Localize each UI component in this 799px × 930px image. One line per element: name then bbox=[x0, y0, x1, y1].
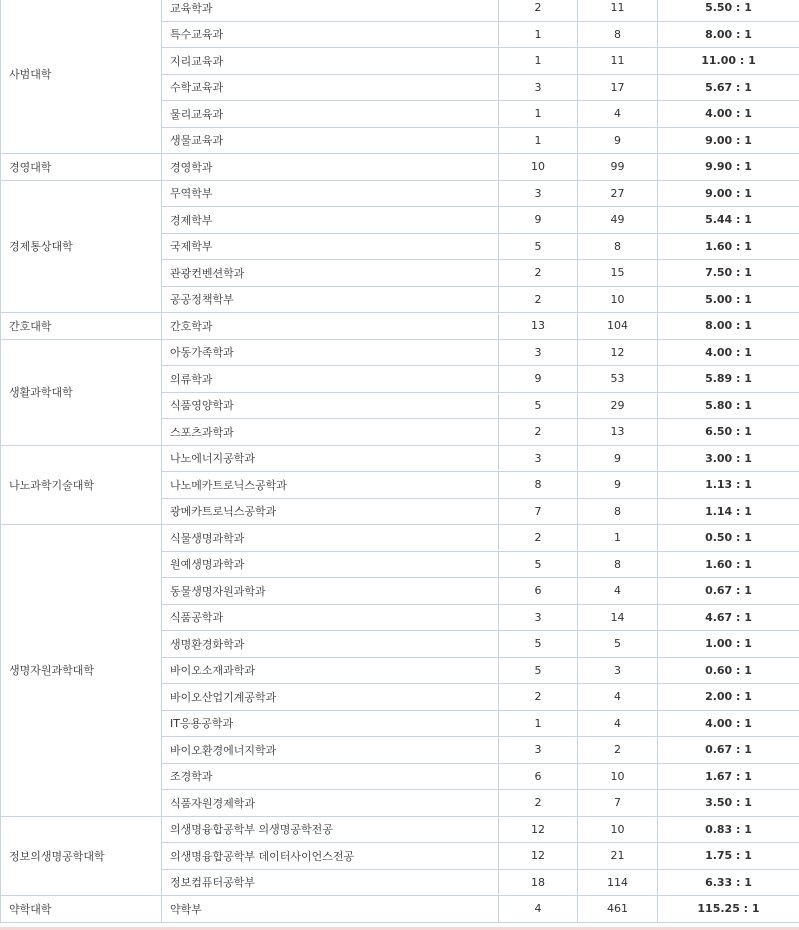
quota-cell: 1 bbox=[499, 21, 578, 48]
table-row bbox=[1, 525, 799, 552]
department-cell: 경제학부 bbox=[162, 207, 499, 234]
department-cell: 공공정책학부 bbox=[162, 286, 499, 313]
applicants-cell: 29 bbox=[578, 392, 658, 419]
quota-cell: 13 bbox=[499, 313, 578, 340]
quota-cell: 2 bbox=[499, 286, 578, 313]
applicants-cell: 3 bbox=[578, 657, 658, 684]
table-row bbox=[1, 180, 799, 207]
rate-cell: 4.00 : 1 bbox=[658, 339, 799, 366]
applicants-cell: 4 bbox=[578, 710, 658, 737]
applicants-cell: 461 bbox=[578, 896, 658, 923]
rate-cell: 6.50 : 1 bbox=[658, 419, 799, 446]
rate-cell: 8.00 : 1 bbox=[658, 21, 799, 48]
quota-cell: 3 bbox=[499, 339, 578, 366]
rate-cell: 1.60 : 1 bbox=[658, 233, 799, 260]
rate-cell: 4.67 : 1 bbox=[658, 604, 799, 631]
applicants-cell: 7 bbox=[578, 790, 658, 817]
table-row bbox=[1, 816, 799, 843]
department-cell: 생명환경화학과 bbox=[162, 631, 499, 658]
applicants-cell: 99 bbox=[578, 154, 658, 181]
department-cell: 특수교육과 bbox=[162, 21, 499, 48]
quota-cell: 10 bbox=[499, 154, 578, 181]
quota-cell: 3 bbox=[499, 737, 578, 764]
applicants-cell: 4 bbox=[578, 578, 658, 605]
rate-cell: 5.67 : 1 bbox=[658, 74, 799, 101]
rate-cell: 4.00 : 1 bbox=[658, 101, 799, 128]
quota-cell: 7 bbox=[499, 498, 578, 525]
rate-cell: 9.90 : 1 bbox=[658, 154, 799, 181]
applicants-cell: 10 bbox=[578, 763, 658, 790]
applicants-cell: 9 bbox=[578, 127, 658, 154]
applicants-cell: 8 bbox=[578, 233, 658, 260]
rate-cell: 11.00 : 1 bbox=[658, 48, 799, 75]
table-body bbox=[1, 0, 799, 922]
rate-cell: 0.60 : 1 bbox=[658, 657, 799, 684]
quota-cell: 9 bbox=[499, 366, 578, 393]
applicants-cell: 8 bbox=[578, 551, 658, 578]
department-cell: 의생명융합공학부 데이터사이언스전공 bbox=[162, 843, 499, 870]
quota-cell: 6 bbox=[499, 763, 578, 790]
rate-cell: 1.14 : 1 bbox=[658, 498, 799, 525]
rate-cell: 7.50 : 1 bbox=[658, 260, 799, 287]
department-cell: 무역학부 bbox=[162, 180, 499, 207]
applicants-cell: 49 bbox=[578, 207, 658, 234]
department-cell: 지리교육과 bbox=[162, 48, 499, 75]
rate-cell: 2.00 : 1 bbox=[658, 684, 799, 711]
college-cell: 나노과학기술대학 bbox=[1, 445, 162, 525]
department-cell: 바이오소재과학과 bbox=[162, 657, 499, 684]
applicants-cell: 53 bbox=[578, 366, 658, 393]
table-row bbox=[1, 0, 799, 21]
quota-cell: 3 bbox=[499, 604, 578, 631]
rate-cell: 9.00 : 1 bbox=[658, 180, 799, 207]
rate-cell: 115.25 : 1 bbox=[658, 896, 799, 923]
applicants-cell: 17 bbox=[578, 74, 658, 101]
college-cell: 생활과학대학 bbox=[1, 339, 162, 445]
department-cell: 나노메카트로닉스공학과 bbox=[162, 472, 499, 499]
rate-cell: 5.44 : 1 bbox=[658, 207, 799, 234]
applicants-cell: 8 bbox=[578, 21, 658, 48]
quota-cell: 5 bbox=[499, 233, 578, 260]
quota-cell: 12 bbox=[499, 816, 578, 843]
applicants-cell: 10 bbox=[578, 816, 658, 843]
rate-cell: 6.33 : 1 bbox=[658, 869, 799, 896]
quota-cell: 5 bbox=[499, 551, 578, 578]
quota-cell: 12 bbox=[499, 843, 578, 870]
rate-cell: 9.00 : 1 bbox=[658, 127, 799, 154]
quota-cell: 2 bbox=[499, 0, 578, 21]
rate-cell: 5.89 : 1 bbox=[658, 366, 799, 393]
department-cell: 수학교육과 bbox=[162, 74, 499, 101]
department-cell: 간호학과 bbox=[162, 313, 499, 340]
applicants-cell: 10 bbox=[578, 286, 658, 313]
department-cell: 식품영양학과 bbox=[162, 392, 499, 419]
quota-cell: 4 bbox=[499, 896, 578, 923]
department-cell: 광메카트로닉스공학과 bbox=[162, 498, 499, 525]
quota-cell: 2 bbox=[499, 790, 578, 817]
quota-cell: 8 bbox=[499, 472, 578, 499]
department-cell: 국제학부 bbox=[162, 233, 499, 260]
applicants-cell: 14 bbox=[578, 604, 658, 631]
department-cell: 의류학과 bbox=[162, 366, 499, 393]
department-cell: 생물교육과 bbox=[162, 127, 499, 154]
quota-cell: 3 bbox=[499, 445, 578, 472]
applicants-cell: 9 bbox=[578, 445, 658, 472]
applicants-cell: 114 bbox=[578, 869, 658, 896]
quota-cell: 3 bbox=[499, 180, 578, 207]
rate-cell: 4.00 : 1 bbox=[658, 710, 799, 737]
rate-cell: 3.50 : 1 bbox=[658, 790, 799, 817]
quota-cell: 1 bbox=[499, 101, 578, 128]
applicants-cell: 9 bbox=[578, 472, 658, 499]
applicants-cell: 15 bbox=[578, 260, 658, 287]
rate-cell: 0.67 : 1 bbox=[658, 737, 799, 764]
college-cell: 간호대학 bbox=[1, 313, 162, 340]
quota-cell: 1 bbox=[499, 710, 578, 737]
rate-cell: 5.50 : 1 bbox=[658, 0, 799, 21]
department-cell: 바이오산업기계공학과 bbox=[162, 684, 499, 711]
table-row bbox=[1, 896, 799, 923]
applicants-cell: 11 bbox=[578, 0, 658, 21]
applicants-cell: 1 bbox=[578, 525, 658, 552]
department-cell: 의생명융합공학부 의생명공학전공 bbox=[162, 816, 499, 843]
department-cell: 경영학과 bbox=[162, 154, 499, 181]
rate-cell: 1.67 : 1 bbox=[658, 763, 799, 790]
department-cell: 물리교육과 bbox=[162, 101, 499, 128]
applicants-cell: 4 bbox=[578, 101, 658, 128]
table-row bbox=[1, 313, 799, 340]
quota-cell: 2 bbox=[499, 419, 578, 446]
applicants-cell: 8 bbox=[578, 498, 658, 525]
quota-cell: 3 bbox=[499, 74, 578, 101]
department-cell: 동물생명자원과학과 bbox=[162, 578, 499, 605]
rate-cell: 1.60 : 1 bbox=[658, 551, 799, 578]
applicants-cell: 104 bbox=[578, 313, 658, 340]
college-cell: 경영대학 bbox=[1, 154, 162, 181]
department-cell: 식품공학과 bbox=[162, 604, 499, 631]
rate-cell: 5.80 : 1 bbox=[658, 392, 799, 419]
college-cell: 경제통상대학 bbox=[1, 180, 162, 313]
rate-cell: 8.00 : 1 bbox=[658, 313, 799, 340]
department-cell: 원예생명과학과 bbox=[162, 551, 499, 578]
department-cell: 스포츠과학과 bbox=[162, 419, 499, 446]
department-cell: 아동가족학과 bbox=[162, 339, 499, 366]
rate-cell: 5.00 : 1 bbox=[658, 286, 799, 313]
college-cell: 생명자원과학대학 bbox=[1, 525, 162, 817]
college-cell: 정보의생명공학대학 bbox=[1, 816, 162, 896]
applicants-cell: 21 bbox=[578, 843, 658, 870]
department-cell: 바이오환경에너지학과 bbox=[162, 737, 499, 764]
applicants-cell: 13 bbox=[578, 419, 658, 446]
quota-cell: 9 bbox=[499, 207, 578, 234]
applicants-cell: 2 bbox=[578, 737, 658, 764]
quota-cell: 1 bbox=[499, 127, 578, 154]
table-row bbox=[1, 154, 799, 181]
department-cell: 나노에너지공학과 bbox=[162, 445, 499, 472]
applicants-cell: 11 bbox=[578, 48, 658, 75]
table-row bbox=[1, 445, 799, 472]
quota-cell: 18 bbox=[499, 869, 578, 896]
quota-cell: 6 bbox=[499, 578, 578, 605]
department-cell: 정보컴퓨터공학부 bbox=[162, 869, 499, 896]
college-cell: 약학대학 bbox=[1, 896, 162, 923]
rate-cell: 0.83 : 1 bbox=[658, 816, 799, 843]
quota-cell: 2 bbox=[499, 684, 578, 711]
rate-cell: 0.67 : 1 bbox=[658, 578, 799, 605]
rate-cell: 1.13 : 1 bbox=[658, 472, 799, 499]
rate-cell: 1.75 : 1 bbox=[658, 843, 799, 870]
quota-cell: 1 bbox=[499, 48, 578, 75]
quota-cell: 2 bbox=[499, 260, 578, 287]
department-cell: 교육학과 bbox=[162, 0, 499, 21]
quota-cell: 5 bbox=[499, 657, 578, 684]
rate-cell: 3.00 : 1 bbox=[658, 445, 799, 472]
table-row bbox=[1, 339, 799, 366]
applicants-cell: 5 bbox=[578, 631, 658, 658]
quota-cell: 5 bbox=[499, 631, 578, 658]
applicants-cell: 12 bbox=[578, 339, 658, 366]
rate-cell: 1.00 : 1 bbox=[658, 631, 799, 658]
quota-cell: 5 bbox=[499, 392, 578, 419]
department-cell: 조경학과 bbox=[162, 763, 499, 790]
applicants-cell: 27 bbox=[578, 180, 658, 207]
applicants-cell: 4 bbox=[578, 684, 658, 711]
department-cell: 관광컨벤션학과 bbox=[162, 260, 499, 287]
department-cell: IT응용공학과 bbox=[162, 710, 499, 737]
department-cell: 식물생명과학과 bbox=[162, 525, 499, 552]
department-cell: 식품자원경제학과 bbox=[162, 790, 499, 817]
quota-cell: 2 bbox=[499, 525, 578, 552]
department-cell: 약학부 bbox=[162, 896, 499, 923]
college-cell: 사범대학 bbox=[1, 0, 162, 154]
rate-cell: 0.50 : 1 bbox=[658, 525, 799, 552]
